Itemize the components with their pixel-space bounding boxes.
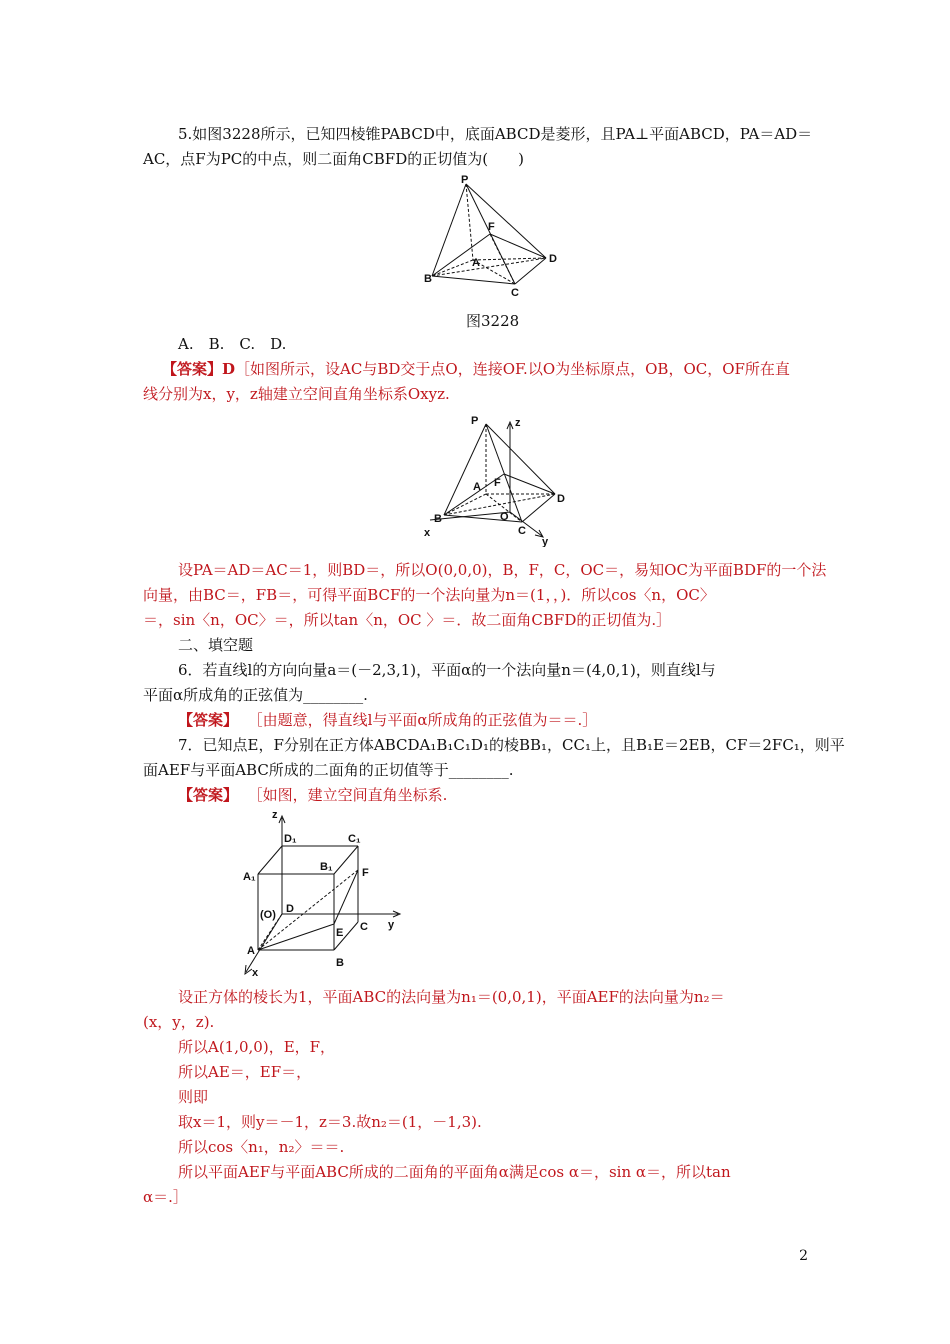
label-x: x	[424, 527, 431, 539]
label-A: A	[473, 481, 481, 493]
page-number: 2	[799, 1248, 808, 1264]
label-y: y	[542, 536, 549, 547]
answer-text: ［如图，建立空间直角坐标系.	[247, 786, 448, 804]
answer-tag: 【答案】	[178, 786, 239, 804]
label-P: P	[461, 174, 469, 186]
label-B: B	[434, 513, 442, 525]
figure-caption: 图3228	[466, 312, 520, 330]
q7-solution-line-2: (x，y，z).	[143, 1013, 215, 1031]
label-z: z	[515, 417, 521, 429]
q5-line-2: AC，点F为PC的中点，则二面角CBFD的正切值为( )	[143, 150, 524, 168]
label-C: C	[511, 287, 519, 299]
q7-line-2: 面AEF与平面ABC所成的二面角的正切值等于________.	[143, 761, 514, 779]
answer-text: ［由题意，得直线l与平面α所成角的正弦值为＝＝.］	[247, 711, 598, 729]
label-C: C	[360, 921, 368, 933]
label-P: P	[471, 415, 479, 427]
answer-tag: 【答案】	[178, 711, 239, 729]
q7-solution-line-8: 所以平面AEF与平面ABC所成的二面角的平面角α满足cos α＝，sin α＝，所以tan	[178, 1163, 731, 1181]
q7-answer	[178, 785, 447, 805]
q6-answer	[178, 710, 597, 730]
label-O: (O)	[260, 909, 276, 921]
q5-options: A. B. C. D.	[178, 335, 287, 353]
q7-solution-line-7: 所以cos〈n₁，n₂〉＝＝.	[178, 1138, 345, 1156]
q7-solution-line-6: 取x＝1，则y＝－1，z＝3.故n₂＝(1，－1,3).	[178, 1113, 482, 1131]
q5-answer-line-2: 线分别为x，y，z轴建立空间直角坐标系Oxyz.	[143, 385, 450, 403]
label-B: B	[336, 957, 344, 969]
q7-solution-line-5: 则即	[178, 1088, 209, 1106]
q5-solution-line-3: ＝，sin〈n，OC〉＝，所以tan〈n，OC 〉＝．故二面角CBFD的正切值为.］	[143, 611, 672, 629]
answer-tag: 【答案】	[162, 360, 223, 378]
label-O: O	[500, 511, 509, 523]
label-x: x	[252, 967, 259, 979]
q7-line-1: 7．已知点E，F分别在正方体ABCDA₁B₁C₁D₁的棱BB₁，CC₁上，且B₁E＝2EB，CF＝2FC₁，则平	[178, 736, 845, 754]
label-B1: B₁	[320, 861, 333, 873]
label-F: F	[362, 867, 369, 879]
label-D: D	[549, 253, 557, 265]
label-D: D	[557, 493, 565, 505]
q6-line-2: 平面α所成角的正弦值为________.	[143, 686, 368, 704]
q7-solution-line-3: 所以A(1,0,0)，E，F，	[178, 1038, 336, 1056]
label-D: D	[286, 903, 294, 915]
q5-answer-line-1	[162, 359, 790, 379]
label-C: C	[518, 525, 526, 537]
q7-solution-line-1: 设正方体的棱长为1，平面ABC的法向量为n₁＝(0,0,1)，平面AEF的法向量为n₂＝	[178, 988, 725, 1006]
q7-solution-line-9: α＝.］	[143, 1188, 188, 1206]
coordinate-pyramid-figure	[420, 412, 570, 547]
label-A1: A₁	[243, 871, 256, 883]
cube-figure	[238, 812, 408, 980]
q5-solution-line-1: 设PA＝AD＝AC＝1，则BD＝，所以O(0,0,0)，B，F，C，OC＝，易知OC为平面BDF的一个法	[178, 561, 827, 579]
q7-solution-line-4: 所以AE＝，EF＝，	[178, 1063, 312, 1081]
label-A: A	[247, 945, 255, 957]
q5-solution-line-2: 向量，由BC＝，FB＝，可得平面BCF的一个法向量为n＝(1，，)．所以cos〈n，OC〉	[143, 586, 715, 604]
label-z: z	[272, 812, 278, 821]
label-B: B	[424, 273, 432, 285]
label-F: F	[488, 221, 495, 233]
q6-line-1: 6．若直线l的方向向量a＝(－2,3,1)，平面α的一个法向量n＝(4,0,1)，则直线l与	[178, 661, 716, 679]
q5-line-1: 5.如图3228所示，已知四棱锥PABCD中，底面ABCD是菱形，且PA⊥平面ABCD，PA＝AD＝	[178, 125, 813, 143]
label-C1: C₁	[348, 833, 361, 845]
label-A: A	[472, 257, 480, 269]
section-heading: 二、填空题	[178, 636, 254, 654]
label-y: y	[388, 919, 395, 931]
answer-text: ［如图所示，设AC与BD交于点O，连接OF.以O为坐标原点，OB，OC，OF所在直	[235, 360, 790, 378]
label-F: F	[494, 477, 501, 489]
label-D1: D₁	[284, 833, 297, 845]
answer-letter: D	[222, 360, 236, 378]
label-E: E	[336, 927, 344, 939]
pyramid-figure	[418, 172, 568, 302]
